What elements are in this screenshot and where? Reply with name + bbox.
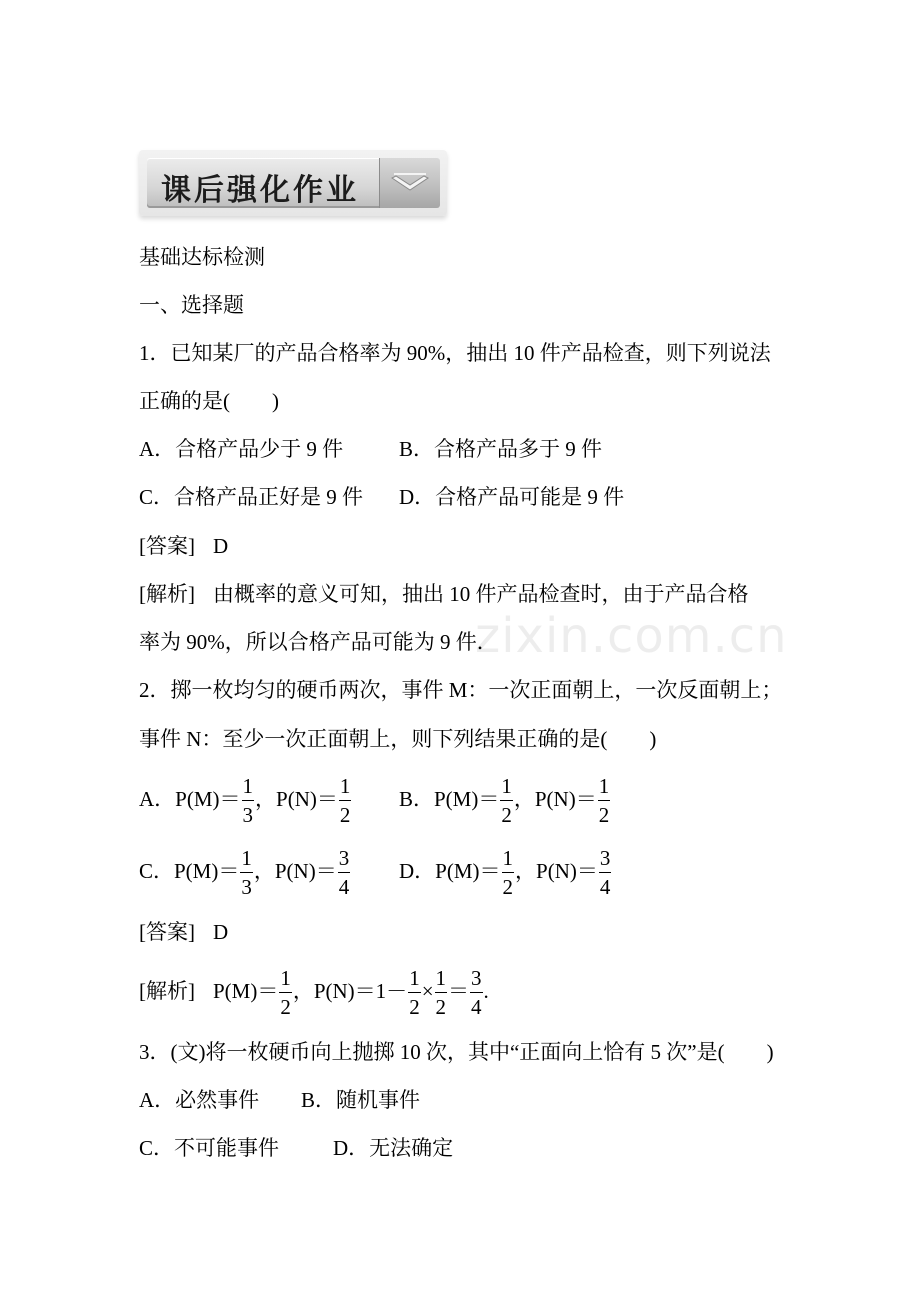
fraction: $\frac{1}{2}$ bbox=[339, 774, 351, 827]
q1-stem-line2: 正确的是( ) bbox=[139, 389, 279, 413]
homework-banner bbox=[139, 150, 447, 216]
q3-option-a: A．必然事件 bbox=[139, 1088, 260, 1112]
q2-option-d: D．P(M)＝ $\frac{1}{2}$ ，P(N)＝ $\frac{3}{4}$ bbox=[399, 846, 611, 899]
analysis-label: [解析] bbox=[139, 978, 195, 1003]
fraction: $\frac{1}{2}$ bbox=[435, 966, 447, 1019]
q1-option-b: B．合格产品多于 9 件 bbox=[399, 437, 603, 461]
q2-option-a: A．P(M)＝ $\frac{1}{3}$ ，P(N)＝ $\frac{1}{2}$ bbox=[139, 774, 351, 827]
fraction: $\frac{1}{2}$ bbox=[598, 774, 610, 827]
fraction: $\frac{1}{2}$ bbox=[502, 846, 514, 899]
option-label: B．P(M)＝ bbox=[399, 786, 500, 811]
chevron-down-icon bbox=[380, 158, 440, 208]
watermark: zixin.com.cn bbox=[475, 608, 788, 664]
q3-option-b: B．随机事件 bbox=[301, 1088, 421, 1112]
q1-analysis-line2: 率为 90%，所以合格产品可能为 9 件． bbox=[139, 630, 498, 654]
answer-label: [答案] bbox=[139, 534, 195, 558]
analysis-text: 由概率的意义可知，抽出 10 件产品检查时，由于产品合格 bbox=[213, 582, 749, 606]
section-heading: 基础达标检测 bbox=[139, 245, 265, 269]
banner-title: 课后强化作业 bbox=[161, 173, 359, 208]
fraction: $\frac{1}{3}$ bbox=[241, 846, 252, 899]
q1-analysis-line1 bbox=[139, 584, 749, 605]
option-label: A．P(M)＝ bbox=[139, 786, 241, 811]
answer-value: D bbox=[213, 920, 229, 944]
q2-option-c: C．P(M)＝ $\frac{1}{3}$ ，P(N)＝ $\frac{3}{4}$ bbox=[139, 846, 350, 899]
q3-stem: 3．(文)将一枚硬币向上抛掷 10 次，其中“正面向上恰有 5 次”是( ) bbox=[139, 1040, 774, 1064]
option-label: D．P(M)＝ bbox=[399, 858, 501, 883]
q3-option-d: D．无法确定 bbox=[333, 1136, 454, 1160]
q1-option-a: A．合格产品少于 9 件 bbox=[139, 437, 344, 461]
answer-label: [答案] bbox=[139, 920, 195, 944]
q2-stem-line2: 事件 N：至少一次正面朝上，则下列结果正确的是( ) bbox=[139, 727, 657, 751]
q1-answer bbox=[139, 536, 228, 557]
q1-stem-line1: 1．已知某厂的产品合格率为 90%，抽出 10 件产品检查，则下列说法 bbox=[139, 341, 771, 365]
fraction: $\frac{3}{4}$ bbox=[338, 846, 350, 899]
fraction: $\frac{3}{4}$ bbox=[471, 966, 482, 1019]
q2-option-b: B．P(M)＝ $\frac{1}{2}$ ，P(N)＝ $\frac{1}{2}$ bbox=[399, 774, 610, 827]
q3-option-c: C．不可能事件 bbox=[139, 1136, 280, 1160]
banner-tab bbox=[379, 158, 440, 208]
analysis-label: [解析] bbox=[139, 582, 195, 606]
fraction: $\frac{1}{3}$ bbox=[242, 774, 254, 827]
q2-answer bbox=[139, 922, 228, 943]
fraction: $\frac{3}{4}$ bbox=[599, 846, 611, 899]
fraction: $\frac{1}{2}$ bbox=[280, 966, 291, 1019]
q2-analysis: [解析] P(M)＝ $\frac{1}{2}$ ，P(N)＝1－ $\frac{1}{2}$ × $\frac{1}{2}$ ＝ $\frac{3}{4}$ . bbox=[139, 966, 489, 1019]
q2-stem-line1: 2．掷一枚均匀的硬币两次，事件 M：一次正面朝上，一次反面朝上； bbox=[139, 678, 783, 702]
answer-value: D bbox=[213, 534, 229, 558]
part-heading: 一、选择题 bbox=[139, 293, 244, 317]
banner-title-plate bbox=[147, 158, 379, 208]
fraction: $\frac{1}{2}$ bbox=[409, 966, 420, 1019]
q1-option-d: D．合格产品可能是 9 件 bbox=[399, 485, 625, 509]
option-label: C．P(M)＝ bbox=[139, 858, 240, 883]
q1-option-c: C．合格产品正好是 9 件 bbox=[139, 485, 364, 509]
fraction: $\frac{1}{2}$ bbox=[501, 774, 512, 827]
